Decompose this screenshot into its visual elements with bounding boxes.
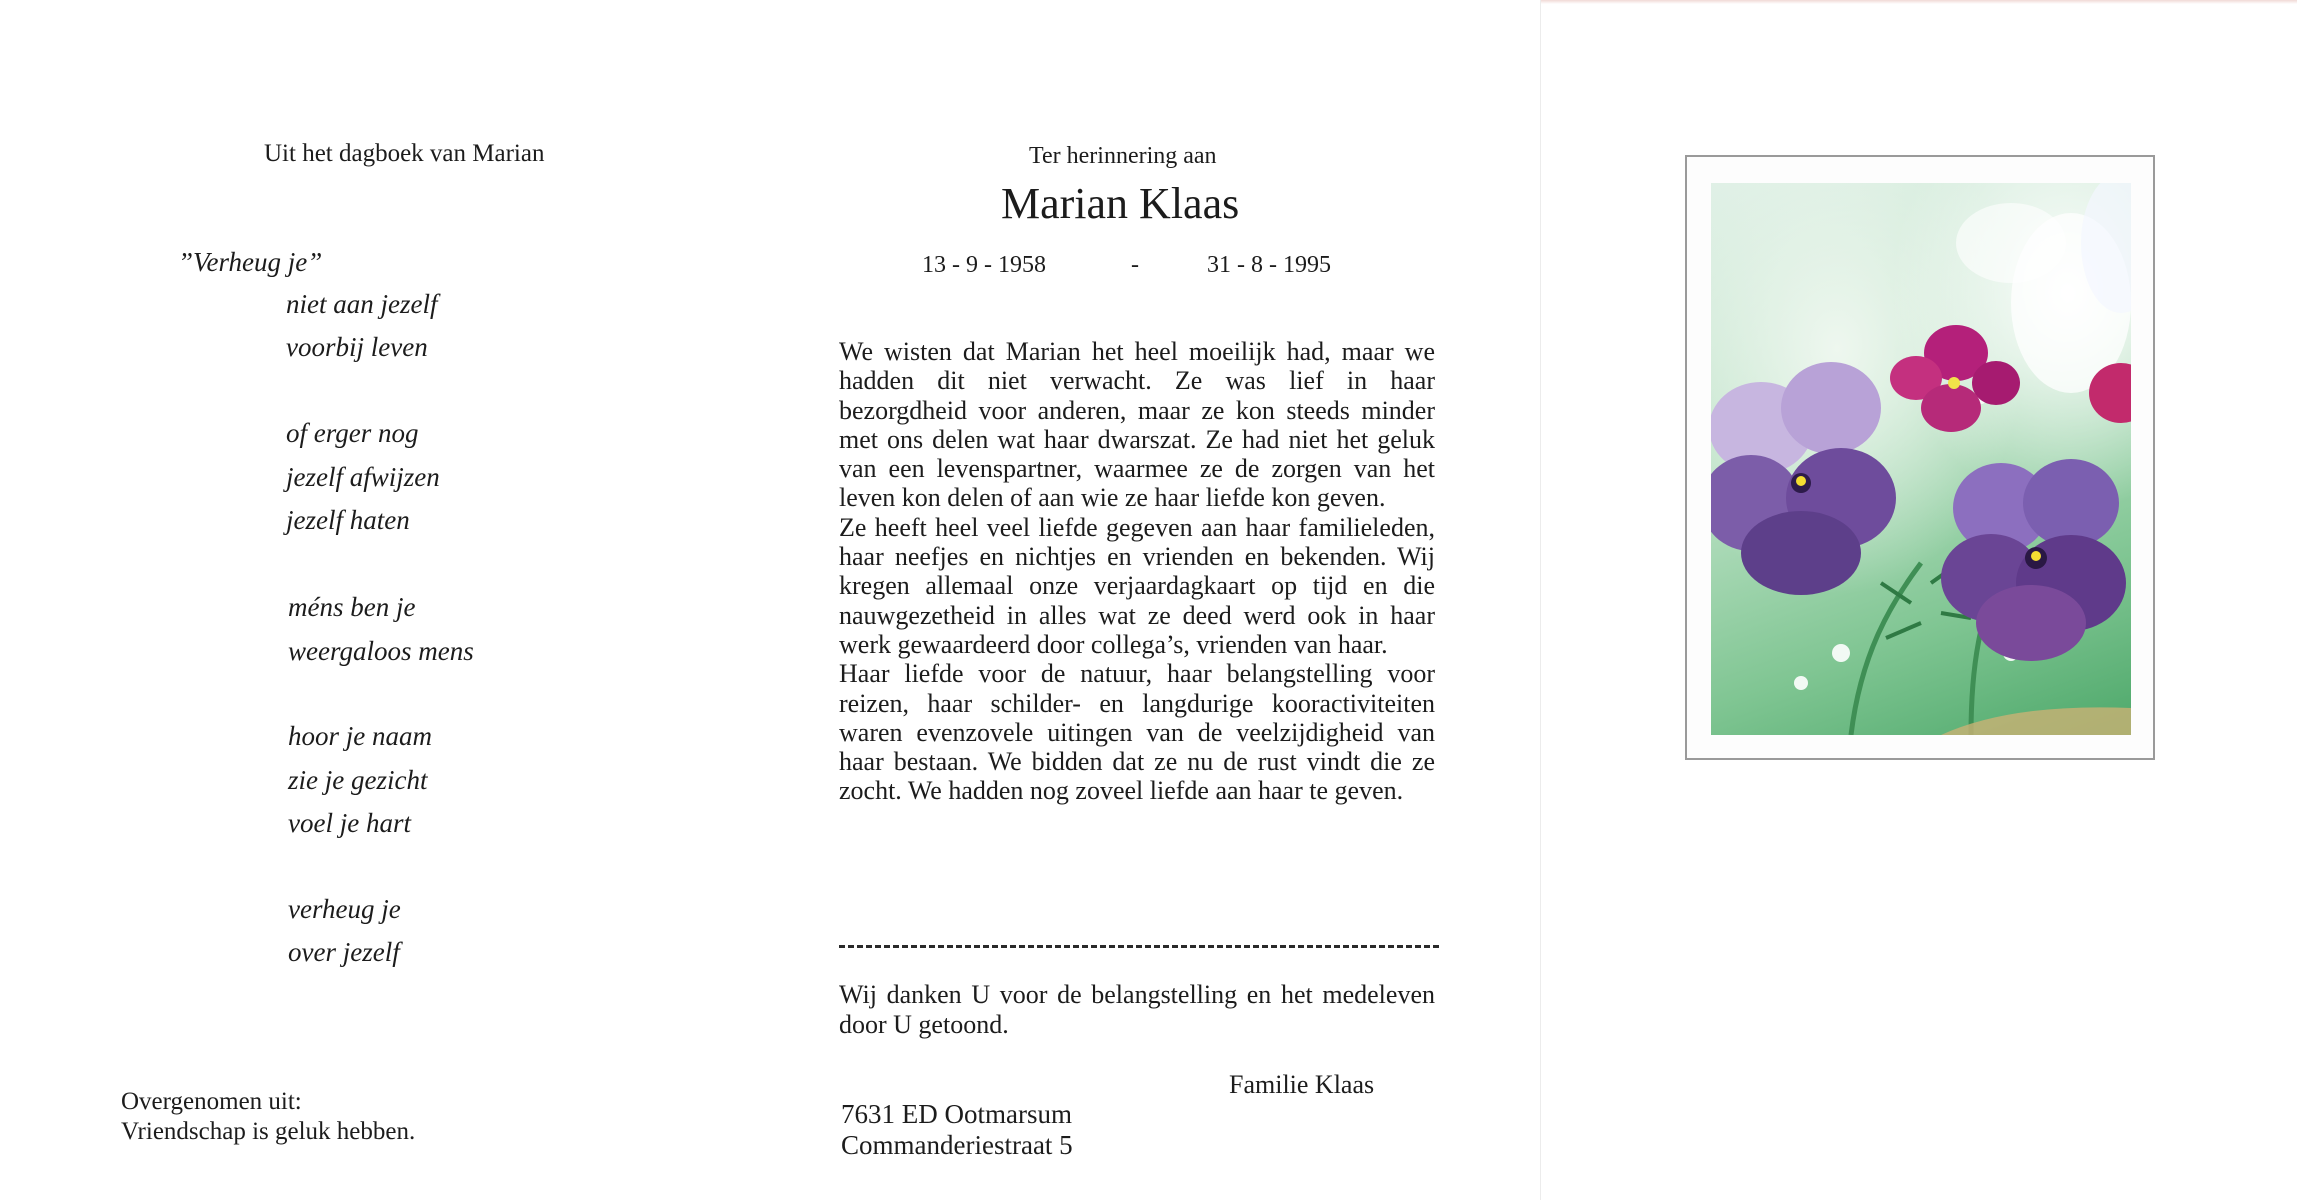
in-memory-label: Ter herinnering aan — [1029, 143, 1217, 169]
poem-line: hoor je naam — [288, 721, 432, 751]
source-line: Overgenomen uit: — [121, 1088, 302, 1115]
poem-line: niet aan jezelf — [286, 289, 438, 319]
poem-line: ”Verheug je” — [178, 247, 323, 277]
poem-line: jezelf haten — [286, 505, 410, 535]
poem-line: verheug je — [288, 894, 401, 924]
diary-heading: Uit het dagboek van Marian — [264, 140, 545, 167]
poem-line: méns ben je — [288, 592, 416, 622]
dashed-separator — [839, 945, 1439, 948]
memorial-paragraph: We wisten dat Marian het heel moeilijk had, maar we hadden dit niet verwacht. Ze was lief in haar bezorgdheid voor anderen, maar ze kon steeds minder met ons delen wat haar dwarszat. Ze had niet het geluk van een levenspartner, waarmee ze de zorgen van het leven kon delen of aan wie ze haar liefde kon geven. — [839, 337, 1435, 513]
thanks-text: Wij danken U voor de belangstelling en het medeleven door U getoond. — [839, 980, 1435, 1039]
poem-line: zie je gezicht — [288, 765, 428, 795]
source-line: Vriendschap is geluk hebben. — [121, 1118, 416, 1145]
family-signature: Familie Klaas — [1229, 1070, 1375, 1099]
address-line: Commanderiestraat 5 — [841, 1130, 1073, 1160]
poem-line: voorbij leven — [286, 332, 428, 362]
deceased-name: Marian Klaas — [1001, 179, 1240, 228]
violet-pansy — [1941, 459, 2126, 661]
birth-date: 13 - 9 - 1958 — [922, 252, 1046, 278]
card-edge — [1541, 0, 2297, 4]
memorial-paragraph: Haar liefde voor de natuur, haar belangstelling voor reizen, haar schilder- en langdurige kooractiviteiten waren evenzovele uitingen van de veelzijdigheid van haar bestaan. We bidden dat ze nu de rust vindt die ze zocht. We hadden nog zoveel liefde aan haar te geven. — [839, 659, 1435, 806]
violet-pansy — [1711, 362, 1896, 595]
magenta-pansy — [1890, 325, 2020, 432]
address-line: 7631 ED Ootmarsum — [841, 1099, 1072, 1129]
photo-frame — [1685, 155, 2155, 760]
poem-line: weergaloos mens — [288, 636, 474, 666]
address — [841, 1099, 1073, 1161]
flowers-illustration — [1711, 183, 2131, 735]
poem-line: over jezelf — [288, 937, 400, 967]
memorial-paragraph: Ze heeft heel veel liefde gegeven aan haar familieleden, haar neefjes en nichtjes en vrienden en bekenden. Wij kregen allemaal onze verjaardagkaart op tijd en die nauwgezetheid in alles wat ze deed werd ook in haar werk gewaardeerd door collega’s, vrienden van haar. — [839, 512, 1435, 659]
memorial-text — [839, 337, 1435, 806]
poem-line: jezelf afwijzen — [286, 462, 440, 492]
date-separator: - — [1131, 252, 1139, 278]
pansies-photo — [1711, 183, 2131, 735]
poem-source — [121, 1087, 415, 1147]
poem-line: of erger nog — [286, 418, 419, 448]
death-date: 31 - 8 - 1995 — [1207, 252, 1331, 278]
poem-line: voel je hart — [288, 808, 411, 838]
